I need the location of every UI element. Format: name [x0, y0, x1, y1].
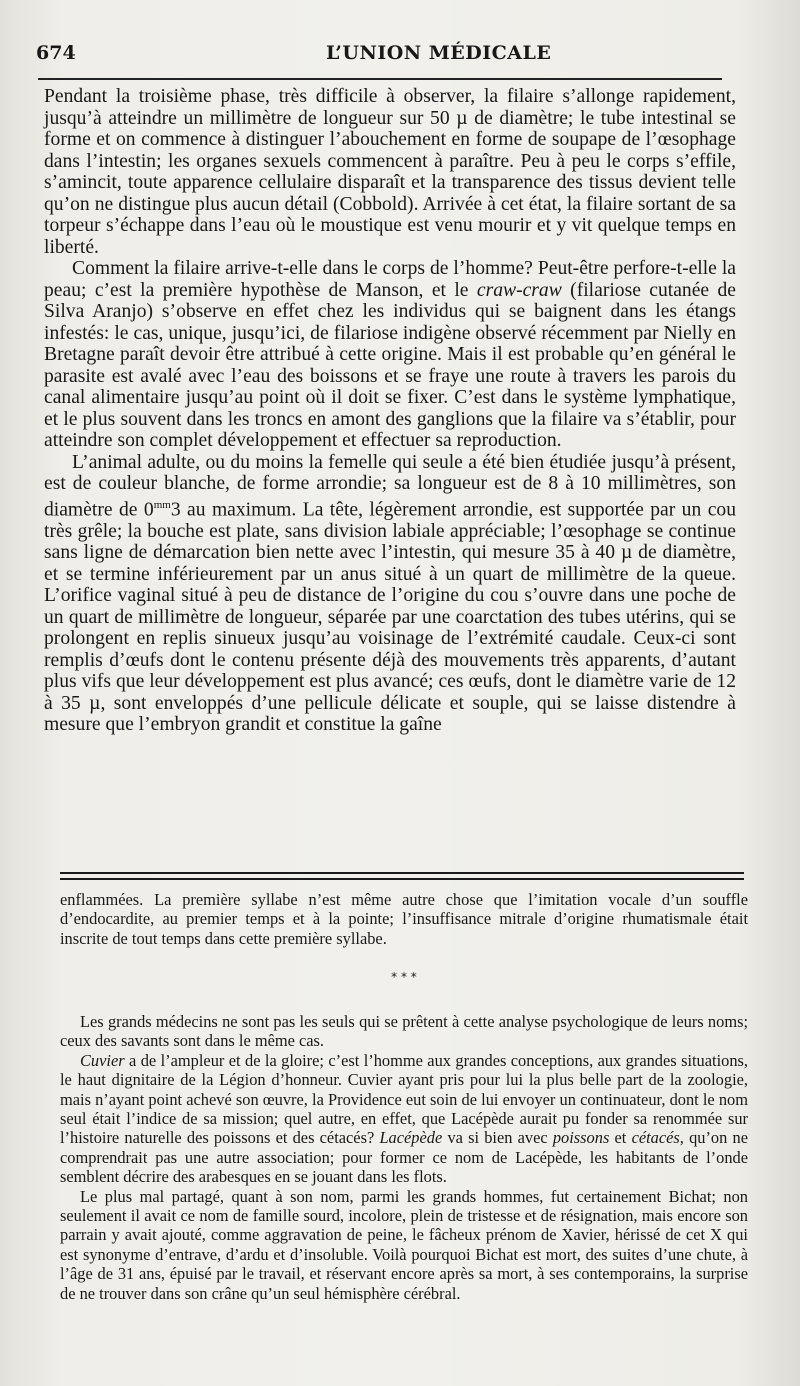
main-paragraph-3 — [44, 452, 736, 736]
running-title: L’UNION MÉDICALE — [326, 42, 552, 64]
feuilleton-paragraph-3-part-c: et — [609, 1128, 632, 1148]
page-number: 674 — [36, 42, 76, 64]
lacepede-name: Lacépède — [379, 1128, 443, 1148]
poissons-word: poissons — [552, 1128, 610, 1148]
feuilleton-paragraph-2: Les grands médecins ne sont pas les seuls qui se prêtent à cette analyse psychologique de leurs noms; ceux des savants sont dans le même cas. — [60, 1012, 748, 1051]
feuilleton-double-rule — [60, 872, 744, 880]
main-paragraph-3-part-a: L’animal adulte, ou du moins la femelle qui seule a été bien étudiée jusqu’à présent, est de couleur blanche, de forme arrondie; sa longueur est de 8 à 10 millimètres, son diamètre de 0 — [44, 451, 736, 521]
main-paragraph-1: Pendant la troisième phase, très difficile à observer, la filaire s’allonge rapidement, jusqu’à atteindre un millimètre de longueur sur 50 µ de diamètre; le tube intestinal se forme et on commence à distinguer l’abouchement en forme de soupape de l’œsophage dans l’intestin; les organes sexuels commencent à paraître. Peu à peu le corps s’effile, s’amincit, toute apparence cellulaire disparaît et la transparence des tissus devient telle qu’on ne distingue plus aucun détail (Cobbold). Arrivée à cet état, la filaire sortant de sa torpeur s’échappe dans l’eau où le moustique est venu mourir et y vit quelque temps en liberté. — [44, 86, 736, 258]
feuilleton-text — [60, 1012, 748, 1303]
feuilleton-paragraph-3-part-d: , qu’on ne comprendrait pas une autre association; pour former ce nom de Lacépède, les habitants de l’onde semblent décrire des arabesques en se jouant dans les flots. — [60, 1128, 748, 1187]
feuilleton-paragraph-3-part-a: a de l’ampleur et de la gloire; c’est l’homme aux grandes conceptions, aux grandes situations, le haut dignitaire de la Légion d’honneur. Cuvier ayant pris pour lui la plus belle part de la zoologie, mais n’ayant point achevé son œuvre, la Providence eut soin de lui envoyer un continuateur, dont le nom seul était l’indice de sa mission; quel autre, en effet, que Lacépède aurait pu fonder sa renommée sur l’histoire naturelle des poissons et des cétacés? — [60, 1050, 748, 1148]
main-paragraph-3-part-b: 3 au maximum. La tête, légèrement arrondie, est supportée par un cou très grêle; la bouche est plate, sans division labiale appréciable; l’œsophage se continue sans ligne de démarcation bien nette avec l’intestin, qui mesure 35 à 40 µ de diamètre, et se termine inférieurement par un anus situé à un quart de millimètre de la queue. L’orifice vaginal situé à peu de distance de l’origine du cou s’ouvre dans une poche de un quart de millimètre de longueur, séparée par une coarctation des tubes utérins, qui se prolongent en replis sinueux jusqu’au voisinage de l’extrémité caudale. Ceux-ci sont remplis d’œufs dont le contenu présente déjà des mouvements très apparents, d’autant plus vifs que leur développement est plus avancé; ces œufs, dont le diamètre varie de 12 à 35 µ, sont enveloppés d’une pellicule délicate et souple, qui se laisse distendre à mesure que l’embryon grandit et constitue la gaîne — [44, 499, 736, 736]
asterism-separator: * * * — [391, 970, 417, 984]
main-paragraph-2-part-a: Comment la filaire arrive-t-elle dans le corps de l’homme? Peut-être perfore-t-elle la peau; c’est la première hypothèse de Manson, et le — [44, 258, 736, 301]
page-header — [36, 42, 736, 72]
feuilleton-continuation — [60, 890, 748, 948]
craw-craw-term: craw-craw — [476, 279, 562, 301]
feuilleton-paragraph-3-part-b: va si bien avec — [442, 1128, 553, 1148]
feuilleton-paragraph-1: enflammées. La première syllabe n’est même autre chose que l’imitation vocale d’un souffle d’endocardite, au premier temps et à la pointe; l’insuffisance mitrale d’origine rhumatismale était inscrite de tout temps dans cette première syllabe. — [60, 890, 748, 948]
feuilleton-paragraph-4: Le plus mal partagé, quant à son nom, parmi les grands hommes, fut certainement Bichat; non seulement il avait ce nom de famille sourd, incolore, plein de tristesse et de résignation, mais encore son parrain y avait ajouté, comme aggravation de peine, le fâcheux prénom de Xavier, hérissé de cet X qui est synonyme d’entrave, d’ardu et d’insoluble. Voilà pourquoi Bichat est mort, des suites d’une chute, à l’âge de 31 ans, épuisé par le travail, et réservant encore après sa mort, à ses contemporains, la surprise de ne trouver dans son crâne qu’un seul hémisphère cérébral. — [60, 1186, 748, 1303]
feuilleton-paragraph-3 — [60, 1051, 748, 1187]
cuvier-name: Cuvier — [80, 1050, 125, 1070]
mm-superscript: mm — [153, 498, 171, 511]
header-rule — [38, 78, 722, 80]
main-paragraph-2 — [44, 258, 736, 452]
main-paragraph-2-part-b: (filariose cutanée de Silva Aranjo) s’observe en effet chez les individus qui se baignent dans les étangs infestés: le cas, unique, jusqu’ici, de filariose indigène observé récemment par Nielly en Bretagne paraît devoir être attribué à cette origine. Mais il est probable qu’en général le parasite est avalé avec l’eau des boissons et se fraye une route à travers les parois du canal alimentaire jusqu’au point où il doit se fixer. C’est dans le système lymphatique, et le plus souvent dans les troncs en amont des ganglions que la filaire va s’établir, pour atteindre son complet développement et effectuer sa reproduction. — [44, 279, 736, 451]
cetaces-word: cétacés — [631, 1128, 680, 1148]
main-text — [44, 86, 736, 736]
